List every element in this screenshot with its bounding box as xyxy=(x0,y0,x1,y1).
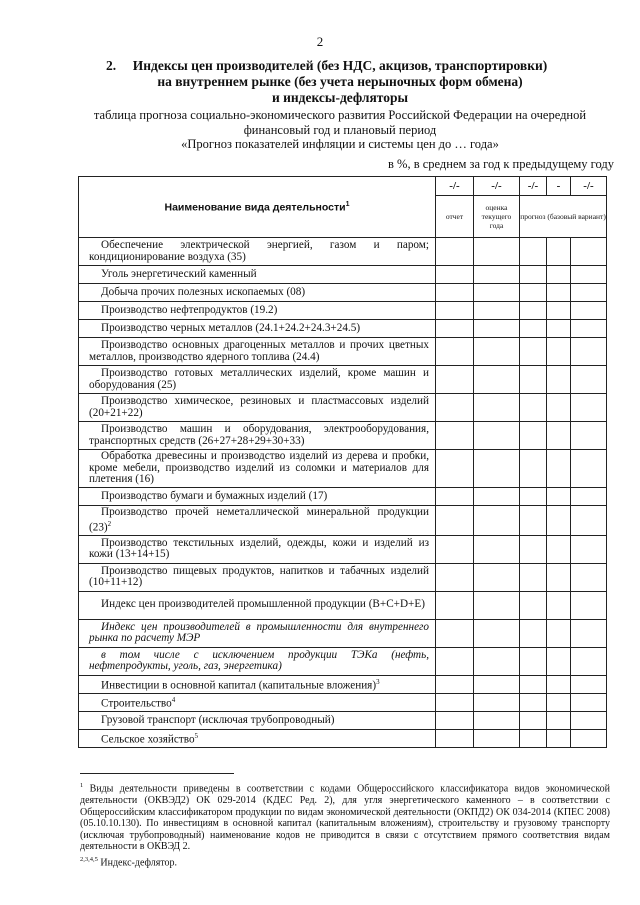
table-row xyxy=(79,394,607,422)
value-cell xyxy=(474,320,520,338)
table-row xyxy=(79,302,607,320)
value-cell xyxy=(547,730,571,748)
table-row xyxy=(79,730,607,748)
value-cell xyxy=(547,284,571,302)
value-cell xyxy=(474,394,520,422)
value-cell xyxy=(436,266,474,284)
value-cell xyxy=(474,338,520,366)
value-cell xyxy=(520,563,547,591)
value-cell xyxy=(571,488,607,506)
value-cell xyxy=(547,422,571,450)
value-cell xyxy=(547,647,571,675)
value-cell xyxy=(520,506,547,536)
activity-name-cell: Обработка древесины и производство изделий из дерева и пробки, кроме мебели, производство изделий из соломки и материалов для плетения (16) xyxy=(79,450,436,488)
table-row xyxy=(79,647,607,675)
value-cell xyxy=(474,563,520,591)
activity-name-cell: Добыча прочих полезных ископаемых (08) xyxy=(79,284,436,302)
value-cell xyxy=(474,488,520,506)
value-cell xyxy=(436,506,474,536)
subheading xyxy=(80,108,600,152)
header-year-3: -/- xyxy=(520,177,547,196)
activity-name-cell: Производство машин и оборудования, электрооборудования, транспортных средств (26+27+28+29+30+33) xyxy=(79,422,436,450)
value-cell xyxy=(474,450,520,488)
activity-name-cell: Грузовой транспорт (исключая трубопроводный) xyxy=(79,712,436,730)
value-cell xyxy=(547,619,571,647)
table-row xyxy=(79,320,607,338)
table-row xyxy=(79,266,607,284)
subheading-line-3: «Прогноз показателей инфляции и системы цен до … года» xyxy=(181,137,499,151)
value-cell xyxy=(571,338,607,366)
value-cell xyxy=(520,591,547,619)
value-cell xyxy=(520,647,547,675)
table-row xyxy=(79,450,607,488)
heading-line-1: Индексы цен производителей (без НДС, акцизов, транспортировки) xyxy=(132,58,548,73)
value-cell xyxy=(571,266,607,284)
value-cell xyxy=(571,450,607,488)
value-cell xyxy=(436,619,474,647)
value-cell xyxy=(520,238,547,266)
table-row xyxy=(79,338,607,366)
value-cell xyxy=(474,366,520,394)
activity-name-cell: Производство нефтепродуктов (19.2) xyxy=(79,302,436,320)
footnote-1: $^1$ Виды деятельности приведены в соответствии с кодами Общероссийского классификатора видов экономической деятельности (ОКВЭД2) ОК 029-2014 (КДЕС Ред. 2), для угля энергетического каменного – в соответствии с Общероссийским классификатором продукции по видам экономической деятельности (ОКПД2) ОК 034-2014 (КПЕС 2008) (05.10.10.130). По инвестициям в основной капитал (капитальным вложениям), строительству и грузовому транспорту (исключая трубопроводный) наименование кодов не приводится в связи с отсутствием прямого соответствия видам деятельности в ОКВЭД 2. xyxy=(80,782,610,853)
value-cell xyxy=(436,591,474,619)
header-year-1: -/- xyxy=(436,177,474,196)
value-cell xyxy=(520,730,547,748)
value-cell xyxy=(474,675,520,693)
value-cell xyxy=(547,450,571,488)
header-estimate: оценка текущего года xyxy=(474,195,520,237)
value-cell xyxy=(571,506,607,536)
value-cell xyxy=(436,338,474,366)
table-row xyxy=(79,238,607,266)
section-heading xyxy=(106,58,570,106)
table-row xyxy=(79,366,607,394)
value-cell xyxy=(547,238,571,266)
activity-name-cell: Производство пищевых продуктов, напитков и табачных изделий (10+11+12) xyxy=(79,563,436,591)
table-row xyxy=(79,506,607,536)
value-cell xyxy=(571,284,607,302)
value-cell xyxy=(436,563,474,591)
value-cell xyxy=(547,535,571,563)
value-cell xyxy=(436,488,474,506)
value-cell xyxy=(520,284,547,302)
footnotes xyxy=(80,780,610,869)
value-cell xyxy=(474,730,520,748)
value-cell xyxy=(547,488,571,506)
activity-name-cell: Индекс цен производителей в промышленности для внутреннего рынка по расчету МЭР xyxy=(79,619,436,647)
header-report: отчет xyxy=(436,195,474,237)
activity-name-cell: Обеспечение электрической энергией, газом и паром; кондиционирование воздуха (35) xyxy=(79,238,436,266)
activity-name-cell: в том числе с исключением продукции ТЭКа (нефть, нефтепродукты, уголь, газ, энергетика) xyxy=(79,647,436,675)
value-cell xyxy=(436,366,474,394)
activity-name-cell: Производство текстильных изделий, одежды, кожи и изделий из кожи (13+14+15) xyxy=(79,535,436,563)
activity-name-cell: Производство основных драгоценных металлов и прочих цветных металлов, производство ядерного топлива (24.4) xyxy=(79,338,436,366)
value-cell xyxy=(474,506,520,536)
value-cell xyxy=(520,394,547,422)
value-cell xyxy=(520,675,547,693)
page-number: 2 xyxy=(316,34,324,49)
table-row xyxy=(79,563,607,591)
activity-name-cell: Производство химическое, резиновых и пластмассовых изделий (20+21+22) xyxy=(79,394,436,422)
table-row xyxy=(79,712,607,730)
value-cell xyxy=(547,302,571,320)
value-cell xyxy=(474,302,520,320)
table-row xyxy=(79,488,607,506)
activity-name-cell: Производство готовых металлических изделий, кроме машин и оборудования (25) xyxy=(79,366,436,394)
value-cell xyxy=(436,302,474,320)
units-note: в %, в среднем за год к предыдущему году xyxy=(388,157,614,171)
value-cell xyxy=(436,693,474,711)
value-cell xyxy=(520,266,547,284)
heading-line-2: на внутреннем рынке (без учета нерыночных форм обмена) xyxy=(157,74,523,89)
value-cell xyxy=(571,422,607,450)
footnote-2: $^{2,3,4,5}$ Индекс-дефлятор. xyxy=(80,855,178,869)
value-cell xyxy=(474,535,520,563)
value-cell xyxy=(547,266,571,284)
table-row xyxy=(79,535,607,563)
value-cell xyxy=(547,338,571,366)
header-year-4: - xyxy=(547,177,571,196)
table-row xyxy=(79,675,607,693)
value-cell xyxy=(571,535,607,563)
value-cell xyxy=(474,422,520,450)
value-cell xyxy=(547,366,571,394)
value-cell xyxy=(436,320,474,338)
value-cell xyxy=(547,693,571,711)
value-cell xyxy=(547,712,571,730)
value-cell xyxy=(474,266,520,284)
value-cell xyxy=(436,394,474,422)
value-cell xyxy=(571,238,607,266)
value-cell xyxy=(571,647,607,675)
value-cell xyxy=(436,535,474,563)
value-cell xyxy=(571,394,607,422)
value-cell xyxy=(520,366,547,394)
section-number: 2. xyxy=(106,58,117,73)
value-cell xyxy=(436,238,474,266)
value-cell xyxy=(571,302,607,320)
value-cell xyxy=(547,563,571,591)
value-cell xyxy=(571,320,607,338)
footnote-divider xyxy=(80,773,234,774)
value-cell xyxy=(436,730,474,748)
activity-name-cell: Инвестиции в основной капитал (капитальные вложения)$^3$ xyxy=(79,675,436,693)
table-row xyxy=(79,693,607,711)
value-cell xyxy=(571,693,607,711)
table-row xyxy=(79,284,607,302)
table-row xyxy=(79,422,607,450)
value-cell xyxy=(571,730,607,748)
value-cell xyxy=(474,284,520,302)
subheading-line-1: таблица прогноза социально-экономического развития Российской Федерации на очередной xyxy=(93,108,587,122)
value-cell xyxy=(436,712,474,730)
header-forecast: прогноз (базовый вариант) xyxy=(520,195,607,237)
table-row xyxy=(79,591,607,619)
activity-name-cell: Производство прочей неметаллической минеральной продукции $(23)^2$ xyxy=(79,506,436,536)
value-cell xyxy=(571,675,607,693)
value-cell xyxy=(474,693,520,711)
value-cell xyxy=(571,563,607,591)
value-cell xyxy=(547,591,571,619)
value-cell xyxy=(547,675,571,693)
header-year-2: -/- xyxy=(474,177,520,196)
table-row xyxy=(79,619,607,647)
heading-line-3: и индексы-дефляторы xyxy=(271,90,409,105)
value-cell xyxy=(571,591,607,619)
value-cell xyxy=(520,712,547,730)
value-cell xyxy=(547,394,571,422)
value-cell xyxy=(474,647,520,675)
value-cell xyxy=(520,302,547,320)
value-cell xyxy=(520,488,547,506)
activity-name-cell: Сельское хозяйство$^5$ xyxy=(79,730,436,748)
activity-name-cell: Производство бумаги и бумажных изделий (17) xyxy=(79,488,436,506)
value-cell xyxy=(547,320,571,338)
value-cell xyxy=(571,712,607,730)
value-cell xyxy=(520,338,547,366)
value-cell xyxy=(520,693,547,711)
forecast-table xyxy=(78,176,607,748)
activity-name-cell: Уголь энергетический каменный xyxy=(79,266,436,284)
value-cell xyxy=(474,619,520,647)
activity-name-cell: Производство черных металлов (24.1+24.2+24.3+24.5) xyxy=(79,320,436,338)
value-cell xyxy=(520,619,547,647)
value-cell xyxy=(571,366,607,394)
value-cell xyxy=(571,619,607,647)
value-cell xyxy=(436,647,474,675)
value-cell xyxy=(520,320,547,338)
activity-name-cell: Индекс цен производителей промышленной продукции (B+C+D+E) xyxy=(79,591,436,619)
subheading-line-2: финансовый год и плановый период xyxy=(243,122,437,137)
value-cell xyxy=(474,591,520,619)
header-activity-name: Наименование вида деятельности$^1$ xyxy=(79,177,436,238)
value-cell xyxy=(520,450,547,488)
value-cell xyxy=(436,450,474,488)
value-cell xyxy=(436,284,474,302)
value-cell xyxy=(520,422,547,450)
value-cell xyxy=(520,535,547,563)
activity-name-cell: Строительство$^4$ xyxy=(79,693,436,711)
header-year-5: -/- xyxy=(571,177,607,196)
value-cell xyxy=(474,238,520,266)
value-cell xyxy=(436,422,474,450)
value-cell xyxy=(474,712,520,730)
value-cell xyxy=(547,506,571,536)
value-cell xyxy=(436,675,474,693)
